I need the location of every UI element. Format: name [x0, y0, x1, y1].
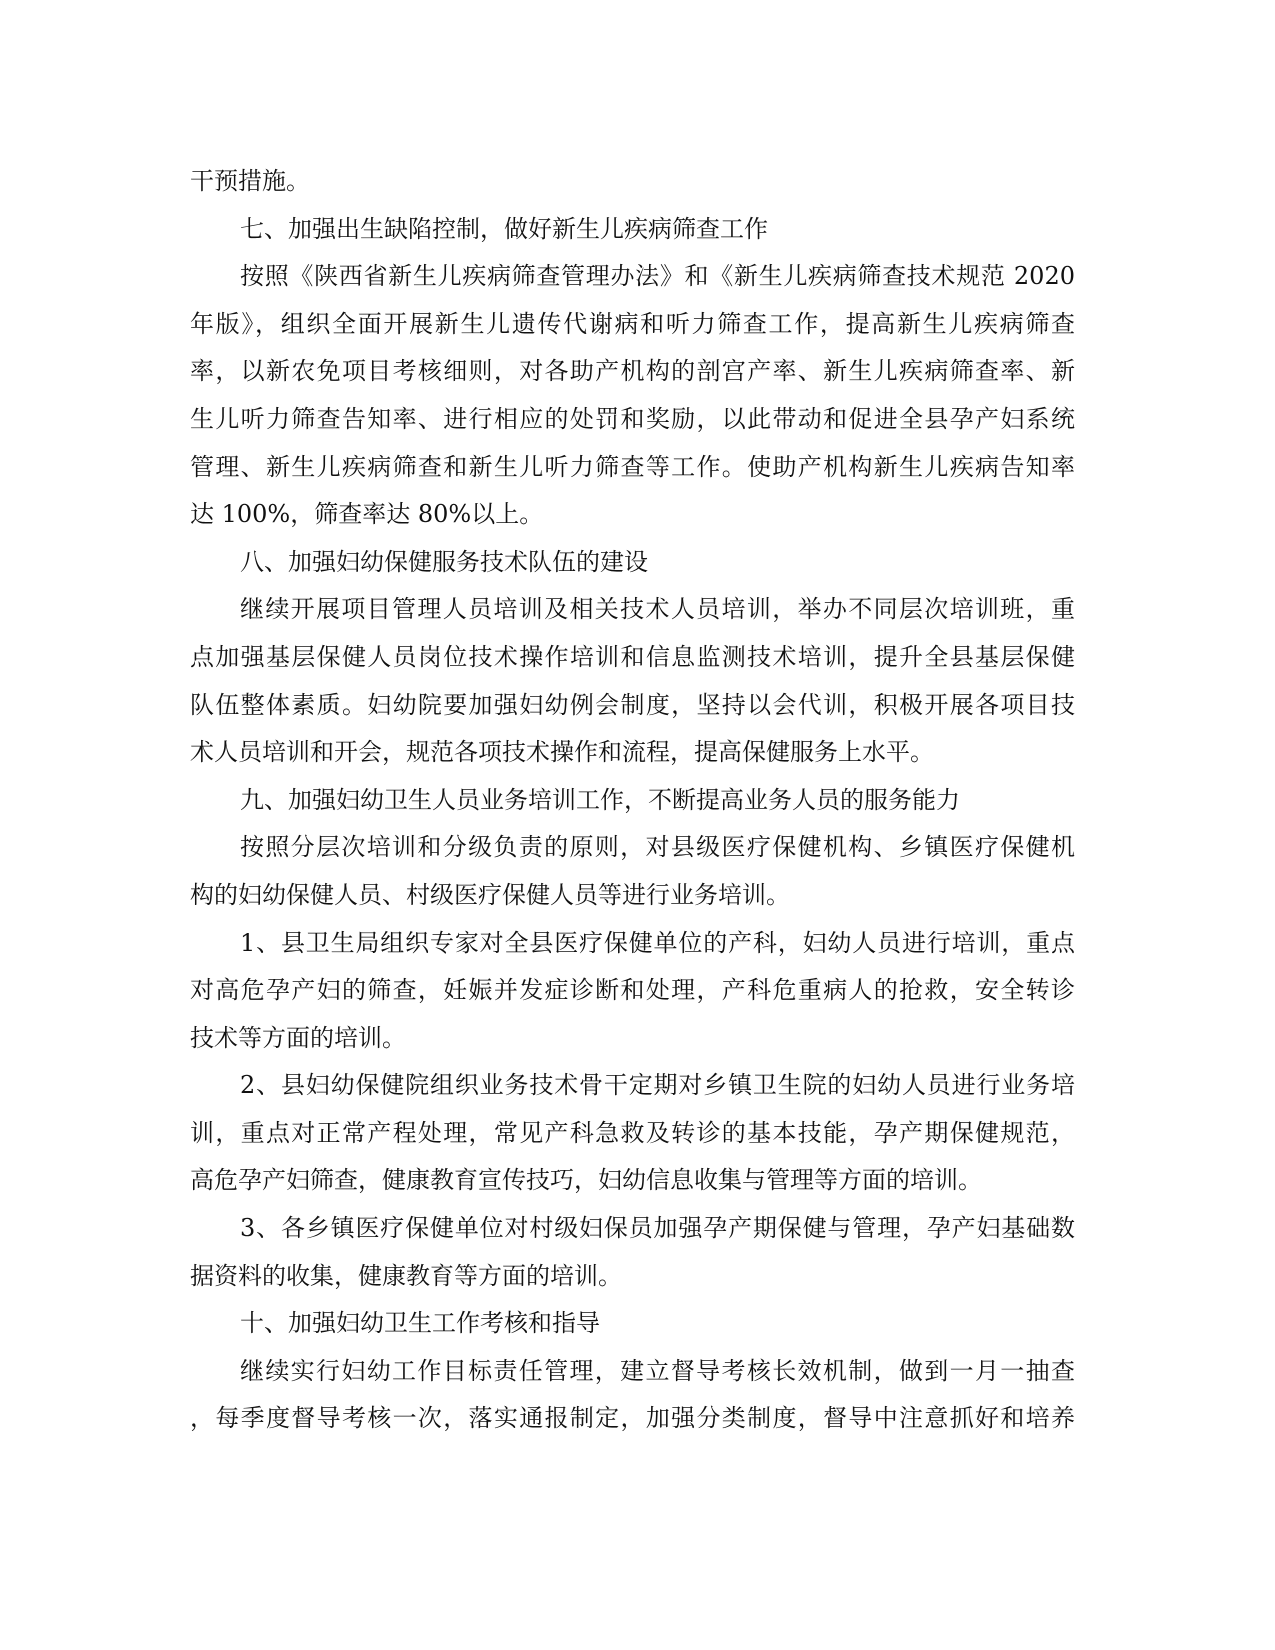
document-body [190, 158, 1075, 1443]
text-line-22: 高危孕产妇筛查，健康教育宣传技巧，妇幼信息收集与管理等方面的培训。 [190, 1166, 982, 1195]
text-line-4: 年版》，组织全面开展新生儿遗传代谢病和听力筛查工作，提高新生儿疾病筛查 [190, 309, 1075, 338]
text-line-23: 3、各乡镇医疗保健单位对村级妇保员加强孕产期保健与管理，孕产妇基础数 [240, 1214, 1075, 1243]
text-line-1: 干预措施。 [190, 167, 310, 195]
text-line-16: 构的妇幼保健人员、村级医疗保健人员等进行业务培训。 [190, 880, 790, 909]
text-line-17: 1、县卫生局组织专家对全县医疗保健单位的产科，妇幼人员进行培训，重点 [240, 928, 1075, 957]
text-line-26: 继续实行妇幼工作目标责任管理，建立督导考核长效机制，做到一月一抽查 [240, 1356, 1075, 1385]
section-heading-7: 七、加强出生缺陷控制，做好新生儿疾病筛查工作 [240, 214, 768, 243]
text-line-11: 点加强基层保健人员岗位技术操作培训和信息监测技术培训，提升全县基层保健 [190, 642, 1075, 671]
text-line-8: 达 100%，筛查率达 80%以上。 [190, 500, 544, 529]
section-heading-10: 十、加强妇幼卫生工作考核和指导 [240, 1309, 600, 1338]
text-line-15: 按照分层次培训和分级负责的原则，对县级医疗保健机构、乡镇医疗保健机 [240, 833, 1075, 862]
text-line-27: ，每季度督导考核一次，落实通报制定，加强分类制度，督导中注意抓好和培养 [190, 1404, 1075, 1433]
section-heading-9: 九、加强妇幼卫生人员业务培训工作，不断提高业务人员的服务能力 [240, 785, 960, 814]
text-line-18: 对高危孕产妇的筛查，妊娠并发症诊断和处理，产科危重病人的抢救，安全转诊 [190, 976, 1075, 1005]
text-line-19: 技术等方面的培训。 [190, 1023, 406, 1052]
text-line-12: 队伍整体素质。妇幼院要加强妇幼例会制度，坚持以会代训，积极开展各项目技 [190, 690, 1075, 719]
text-line-6: 生儿听力筛查告知率、进行相应的处罚和奖励，以此带动和促进全县孕产妇系统 [190, 404, 1075, 433]
text-line-5: 率，以新农免项目考核细则，对各助产机构的剖宫产率、新生儿疾病筛查率、新 [190, 357, 1075, 386]
text-line-21: 训，重点对正常产程处理，常见产科急救及转诊的基本技能，孕产期保健规范， [190, 1118, 1075, 1147]
text-line-24: 据资料的收集，健康教育等方面的培训。 [190, 1261, 622, 1290]
text-line-20: 2、县妇幼保健院组织业务技术骨干定期对乡镇卫生院的妇幼人员进行业务培 [240, 1071, 1075, 1100]
section-heading-8: 八、加强妇幼保健服务技术队伍的建设 [240, 547, 648, 576]
text-line-13: 术人员培训和开会，规范各项技术操作和流程，提高保健服务上水平。 [190, 738, 934, 767]
text-line-3: 按照《陕西省新生儿疾病筛查管理办法》和《新生儿疾病筛查技术规范 2020 [240, 262, 1075, 291]
text-line-7: 管理、新生儿疾病筛查和新生儿听力筛查等工作。使助产机构新生儿疾病告知率 [190, 452, 1075, 481]
text-line-10: 继续开展项目管理人员培训及相关技术人员培训，举办不同层次培训班，重 [240, 595, 1075, 624]
